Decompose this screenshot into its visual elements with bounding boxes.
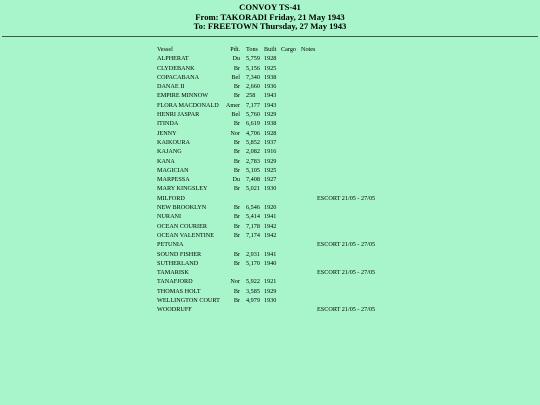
vessel-flag: Du <box>232 55 240 63</box>
vessel-flag: Br <box>233 138 240 146</box>
vessel-flag: Br <box>233 297 240 305</box>
vessel-flag: Amer <box>225 101 240 109</box>
vessel-tons: 4,706 <box>246 129 260 137</box>
column-header-flag: Pdt. <box>230 46 240 53</box>
vessel-name: HENRI JASPAR <box>157 111 200 119</box>
vessel-built: 1921 <box>264 278 277 286</box>
vessel-name: MARPESSA <box>157 176 190 184</box>
vessel-flag: Nor <box>230 278 240 286</box>
vessel-tons: 5,021 <box>246 185 260 193</box>
vessel-name: OCEAN COURIER <box>157 222 208 230</box>
vessel-name: TANAFJORD <box>157 278 193 286</box>
vessel-built: 1916 <box>264 148 277 156</box>
vessel-built: 1937 <box>264 138 277 146</box>
vessel-name: THOMAS HOLT <box>157 287 201 295</box>
vessel-name: ALPHERAT <box>157 55 189 63</box>
vessel-flag: Br <box>233 120 240 128</box>
vessel-built: 1943 <box>264 101 277 109</box>
vessel-tons: 2,783 <box>246 157 260 165</box>
convoy-title: CONVOY TS-41 <box>239 2 301 12</box>
vessel-tons: 2,931 <box>246 250 260 258</box>
vessel-tons: 5,852 <box>246 138 260 146</box>
vessel-built: 1941 <box>264 213 277 221</box>
vessel-name: MARY KINGSLEY <box>157 185 208 193</box>
vessel-built: 1929 <box>264 157 277 165</box>
vessel-tons: 5,170 <box>246 259 260 267</box>
vessel-flag: Br <box>233 231 240 239</box>
vessel-name: KAJANG <box>157 148 182 156</box>
vessel-flag: Br <box>233 148 240 156</box>
vessel-built: 1925 <box>264 166 277 174</box>
vessel-built: 1943 <box>264 92 277 100</box>
vessel-tons: 5,414 <box>246 213 260 221</box>
vessel-name: JENNY <box>157 129 177 137</box>
vessel-name: WOODRUFF <box>157 306 192 314</box>
vessel-notes: ESCORT 21/05 - 27/05 <box>317 241 376 249</box>
vessel-tons: 5,156 <box>246 64 260 72</box>
convoy-arrival: To: FREETOWN Thursday, 27 May 1943 <box>193 21 347 32</box>
vessel-name: NEW BROOKLYN <box>157 204 207 212</box>
vessel-tons: 5,922 <box>246 278 260 286</box>
vessel-tons: 5,760 <box>246 111 260 119</box>
vessel-flag: Br <box>233 259 240 267</box>
vessel-name: PETUNIA <box>157 241 184 249</box>
vessel-built: 1942 <box>264 231 277 239</box>
vessel-name: OCEAN VALENTINE <box>157 231 214 239</box>
vessel-name: MAGICIAN <box>157 166 189 174</box>
vessel-name: MILFORD <box>157 194 185 202</box>
vessel-built: 1929 <box>264 111 277 119</box>
vessel-tons: 3,585 <box>246 287 260 295</box>
vessel-name: KAIKOURA <box>157 138 190 146</box>
vessel-tons: 7,340 <box>246 73 260 81</box>
vessel-name: TAMARISK <box>157 269 189 277</box>
vessel-built: 1928 <box>264 55 277 63</box>
vessel-flag: Br <box>233 83 240 91</box>
column-header-vessel: Vessel <box>157 46 173 53</box>
vessel-tons: 7,177 <box>246 101 260 109</box>
vessel-tons: 5,105 <box>246 166 260 174</box>
vessel-notes: ESCORT 21/05 - 27/05 <box>317 306 376 314</box>
vessel-built: 1940 <box>264 259 277 267</box>
convoy-departure: From: TAKORADI Friday, 21 May 1943 <box>195 11 345 22</box>
vessel-built: 1928 <box>264 129 277 137</box>
vessel-built: 1929 <box>264 287 277 295</box>
vessel-name: DANAE II <box>157 83 185 91</box>
vessel-flag: Br <box>233 185 240 193</box>
column-header-notes: Notes <box>301 46 316 53</box>
vessel-tons: 7,408 <box>246 176 260 184</box>
vessel-name: FLORA MACDONALD <box>157 101 219 109</box>
vessel-tons: 4,979 <box>246 297 260 305</box>
vessel-name: EMPIRE MINNOW <box>157 92 209 100</box>
vessel-notes: ESCORT 21/05 - 27/05 <box>317 269 376 277</box>
vessel-tons: 5,759 <box>246 55 260 63</box>
vessel-flag: Br <box>233 222 240 230</box>
vessel-built: 1936 <box>264 83 277 91</box>
vessel-tons: 7,178 <box>246 222 260 230</box>
vessel-built: 1941 <box>264 250 277 258</box>
column-header-built: Built <box>264 46 277 53</box>
vessel-notes: ESCORT 21/05 - 27/05 <box>317 194 376 202</box>
vessel-flag: Br <box>233 287 240 295</box>
convoy-header <box>0 0 540 32</box>
vessel-name: CLYDEBANK <box>157 64 195 72</box>
vessel-flag: Du <box>232 176 240 184</box>
vessel-built: 1930 <box>264 185 277 193</box>
vessel-flag: Br <box>233 166 240 174</box>
vessel-name: SOUND FISHER <box>157 250 202 258</box>
vessel-tons: 2,660 <box>246 83 260 91</box>
vessel-built: 1930 <box>264 297 277 305</box>
vessel-name: ITINDA <box>157 120 179 128</box>
vessel-built: 1942 <box>264 222 277 230</box>
vessel-tons: 258 <box>246 92 256 100</box>
vessel-built: 1938 <box>264 120 277 128</box>
vessel-built: 1927 <box>264 176 277 184</box>
vessel-flag: Nor <box>230 129 240 137</box>
vessel-tons: 6,546 <box>246 204 260 212</box>
vessel-built: 1938 <box>264 73 277 81</box>
vessel-name: WELLINGTON COURT <box>157 297 220 305</box>
vessel-built: 1920 <box>264 204 277 212</box>
vessel-name: COPACABANA <box>157 73 200 81</box>
vessel-name: KANA <box>157 157 175 165</box>
vessel-tons: 6,619 <box>246 120 260 128</box>
vessel-flag: Br <box>233 92 240 100</box>
column-header-tons: Tons <box>246 46 258 53</box>
vessel-tons: 7,174 <box>246 231 260 239</box>
vessel-flag: Bel <box>231 73 240 81</box>
vessel-flag: Br <box>233 204 240 212</box>
column-header-cargo: Cargo <box>281 46 297 53</box>
vessel-built: 1925 <box>264 64 277 72</box>
vessel-name: SUTHERLAND <box>157 259 199 267</box>
header-divider <box>2 36 538 37</box>
vessel-tons: 2,082 <box>246 148 260 156</box>
vessel-flag: Bel <box>231 111 240 119</box>
vessel-flag: Br <box>233 157 240 165</box>
vessel-flag: Br <box>233 250 240 258</box>
vessel-flag: Br <box>233 64 240 72</box>
vessel-name: NURANI <box>157 213 182 221</box>
vessel-flag: Br <box>233 213 240 221</box>
